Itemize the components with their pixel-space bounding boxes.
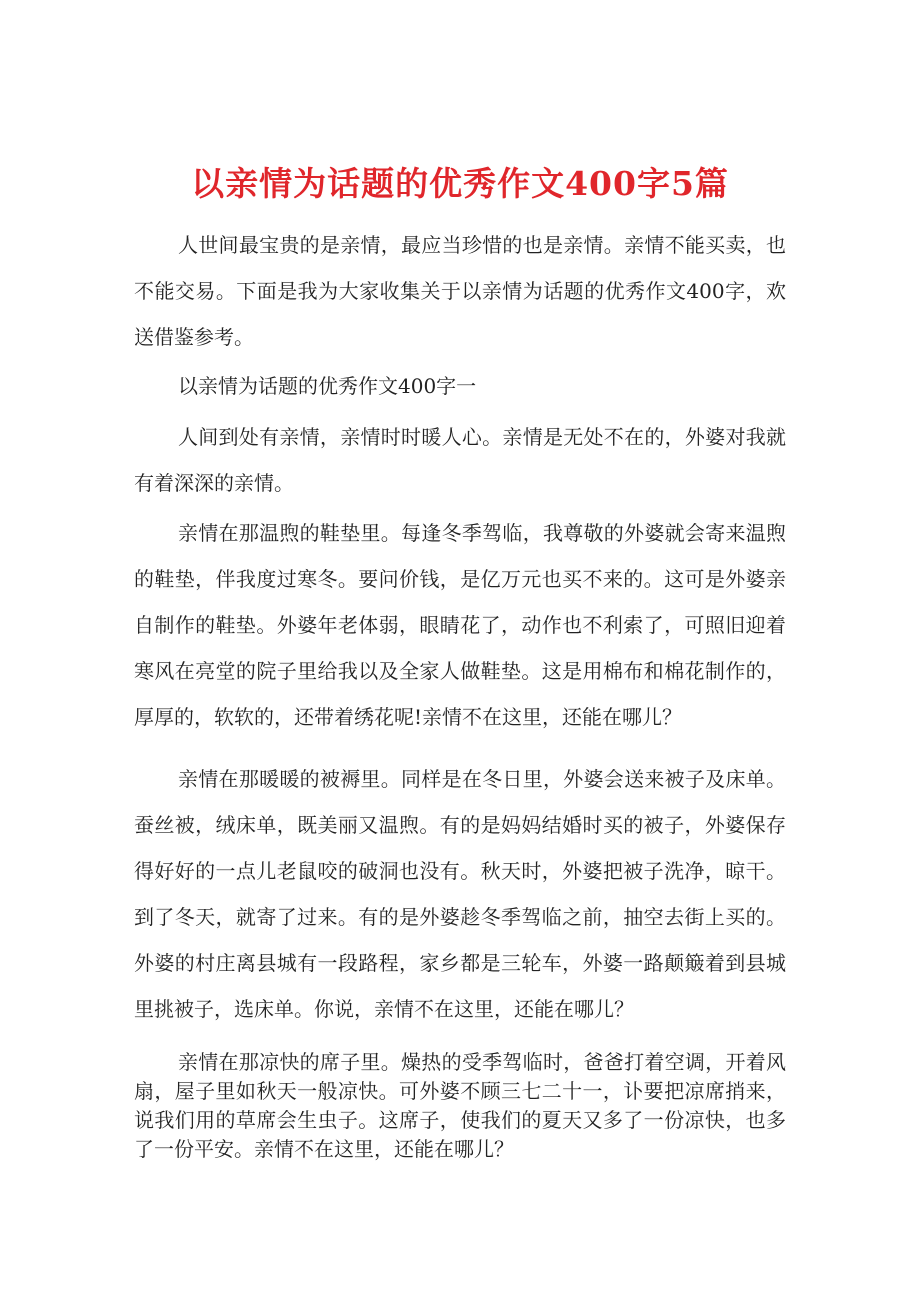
essay-subheading: 以亲情为话题的优秀作文400字一 — [178, 374, 477, 398]
mat-paragraph: 亲情在那凉快的席子里。燥热的受季驾临时，爸爸打着空调，开着风扇，屋子里如秋天一般凉快。可外婆不顾三七二十一，讣要把凉席捎来，说我们用的草席会生虫子。这席子，使我们的夏天又多了一份凉快，也多了一份平安。亲情不在这里，还能在哪儿？ — [134, 1050, 786, 1161]
intro-paragraph: 人世间最宝贵的是亲情，最应当珍惜的也是亲情。亲情不能买卖，也不能交易。下面是我为大家收集关于以亲情为话题的优秀作文400字，欢送借鉴参考。 — [134, 233, 786, 349]
shoe-pads-paragraph: 亲情在那温煦的鞋垫里。每逢冬季驾临，我尊敬的外婆就会寄来温煦的鞋垫，伴我度过寒冬。要问价钱，是亿万元也买不来的。这可是外婆亲自制作的鞋垫。外婆年老体弱，眼睛花了，动作也不利索了，可照旧迎着寒风在亮堂的院子里给我以及全家人做鞋垫。这是用棉布和棉花制作的，厚厚的，软软的，还带着绣花呢!亲情不在这里，还能在哪儿？ — [134, 521, 786, 729]
quilt-paragraph: 亲情在那暖暖的被褥里。同样是在冬日里，外婆会送来被子及床单。蚕丝被，绒床单，既美丽又温煦。有的是妈妈结婚时买的被子，外婆保存得好好的一点儿老鼠咬的破洞也没有。秋天时，外婆把被子洗净，晾干。到了冬天，就寄了过来。有的是外婆趁冬季驾临之前，抽空去街上买的。外婆的村庄离县城有一段路程，家乡都是三轮车，外婆一路颠簸着到县城里挑被子，选床单。你说，亲情不在这里，还能在哪儿？ — [134, 767, 786, 1021]
essay-opening-paragraph: 人间到处有亲情，亲情时时暖人心。亲情是无处不在的，外婆对我就有着深深的亲情。 — [134, 425, 786, 495]
document-title: 以亲情为话题的优秀作文400字5篇 — [191, 164, 729, 204]
